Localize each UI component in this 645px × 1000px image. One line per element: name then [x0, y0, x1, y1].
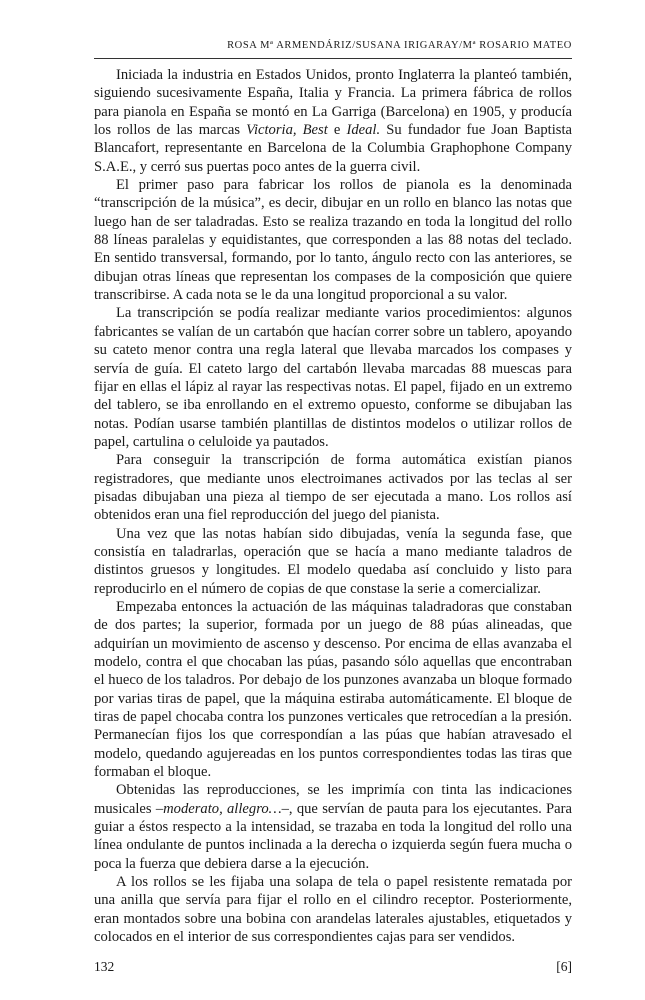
header-rule [94, 58, 572, 59]
paragraph-1: Iniciada la industria en Estados Unidos, pronto Inglaterra la planteó también, siguiendo sucesivamente España, Italia y Francia. La primera fábrica de rollos para pianola en España se montó en La Garriga (Barcelona) en 1905, y producía los rollos de las marcas Victoria, Best e Ideal. Su fundador fue Joan Baptista Blancafort, representante en Barcelona de la Columbia Graphophone Company S.A.E., y cerró sus puertas poco antes de la guerra civil. [94, 67, 572, 175]
paragraph-4: Para conseguir la transcripción de forma automática existían pianos registradores, que mediante unos electroimanes activados por las teclas al ser pisadas dibujaban una pieza al tiempo de ser ejecutada a mano. Los rollos así obtenidos eran una fiel reproducción del juego del pianista. [94, 452, 572, 524]
section-marker: [6] [556, 959, 572, 974]
running-header: ROSA Mª ARMENDÁRIZ/SUSANA IRIGARAY/Mª ROSARIO MATEO [227, 40, 572, 51]
body-text [94, 66, 572, 947]
page-number: 132 [94, 959, 115, 974]
paragraph-3: La transcripción se podía realizar mediante varios procedimientos: algunos fabricantes se valían de un cartabón que hacían correr sobre un tablero, apoyando su cateto menor contra una regla lateral que llevaba marcados los compases y servía de guía. El cateto largo del cartabón llevaba marcadas 88 muescas para fijar en ellas el lápiz al rayar las respectivas notas. El papel, fijado en un extremo del tablero, se iba enrollando en el extremo opuesto, conforme se dibujaban las notas. Podían usarse también plantillas de distintos modelos o utilizar rollos de papel, cartulina o celuloide ya pautados. [94, 305, 572, 450]
paragraph-7: Obtenidas las reproducciones, se les imprimía con tinta las indicaciones musicales –moderato, allegro…–, que servían de pauta para los ejecutantes. Para guiar a éstos respecto a la intensidad, se trazaba en toda la longitud del rollo una línea ondulante de puntos inclinada a la derecha o izquierda según fuera mucha o poca la fuerza que debiera darse a la ejecución. [94, 782, 572, 872]
paragraph-5: Una vez que las notas habían sido dibujadas, venía la segunda fase, que consistía en taladrarlas, operación que se hacía a mano mediante taladros de distintos gruesos y longitudes. El modelo quedaba así concluido y listo para reproducirlo en el número de copias de que constase la serie a comercializar. [94, 525, 572, 597]
paragraph-8: A los rollos se les fijaba una solapa de tela o papel resistente rematada por una anilla que servía para fijar el rollo en el cilindro receptor. Posteriormente, eran montados sobre una bobina con arandelas laterales ajustables, etiquetados y colocados en el interior de sus correspondientes cajas para ser vendidos. [94, 874, 572, 946]
paragraph-2: El primer paso para fabricar los rollos de pianola es la denominada “transcripción de la música”, es decir, dibujar en un rollo en blanco las notas que luego han de ser taladradas. Esto se realiza trazando en toda la longitud del rollo 88 líneas paralelas y equidistantes, que corresponden a las 88 notas del teclado. En sentido transversal, formando, por lo tanto, ángulo recto con las anteriores, se dibujan otras líneas que representan los compases de la composición que quiere transcribirse. A cada nota se le da una longitud proporcional a su valor. [94, 177, 572, 304]
paragraph-6: Empezaba entonces la actuación de las máquinas taladradoras que constaban de dos partes; la superior, formada por un juego de 88 púas alineadas, que adquirían un movimiento de ascenso y descenso. Por encima de ellas avanzaba el modelo, contra el que chocaban las púas, pasando sólo aquellas que encontraban el hueco de los taladros. Por debajo de los punzones avanzaba un bloque formado por varias tiras de papel, que la máquina estiraba automáticamente. El bloque de tiras de papel chocaba contra los punzones verticales que retrocedían a la presión. Permanecían fijos los que correspondían a las púas que habían atravesado el modelo, quedando agujereadas en los puntos correspondientes todas las tiras que formaban el bloque. [94, 598, 572, 781]
